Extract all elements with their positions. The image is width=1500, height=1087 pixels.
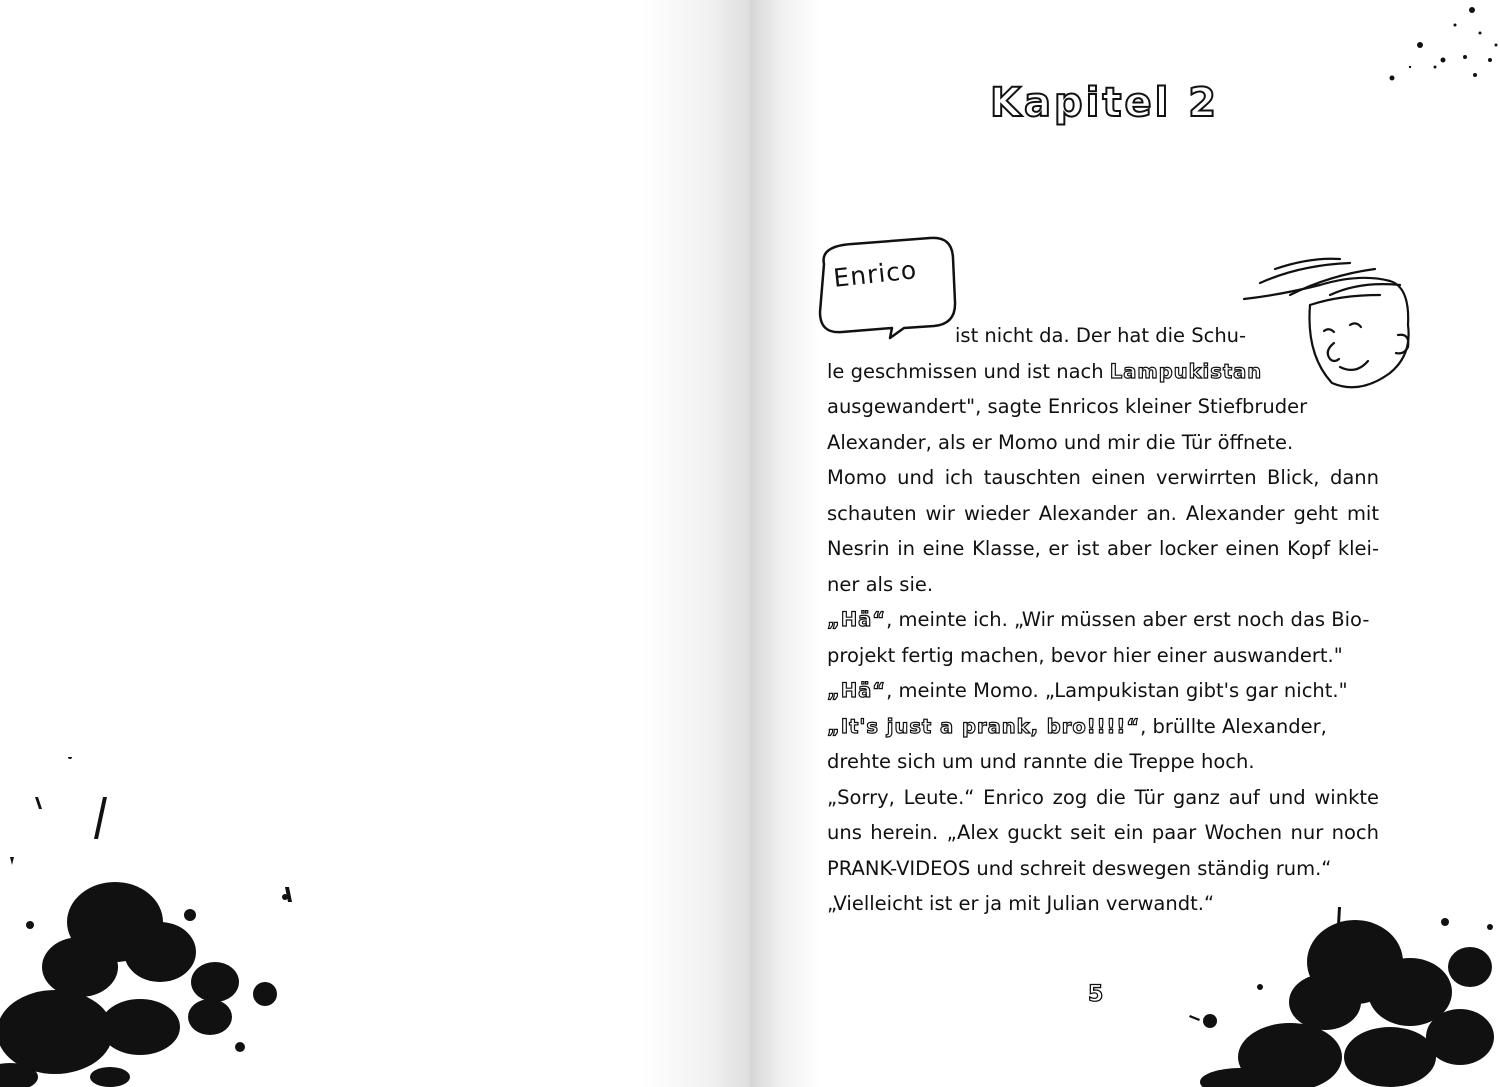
story-line: „Hä“, meinte Momo. „Lampukistan gibt's gar nicht." bbox=[827, 679, 1348, 702]
story-text bbox=[827, 318, 1379, 922]
story-line: „Hä“, meinte ich. „Wir müssen aber erst noch das Bio- bbox=[827, 608, 1370, 631]
story-line: drehte sich um und rannte die Treppe hoch. bbox=[827, 750, 1255, 773]
story-line: ner als sie. bbox=[827, 572, 934, 596]
ink-speckles-top bbox=[1380, 5, 1500, 85]
emphasized-phrase: „It's just a prank, bro!!!!“ bbox=[827, 714, 1141, 738]
emphasized-word: „Hä“ bbox=[827, 679, 887, 702]
story-line: uns herein. „Alex guckt seit ein paar Wochen nur noch bbox=[827, 821, 1379, 844]
speech-bubble-name: Enrico bbox=[832, 255, 919, 293]
emphasized-word: Lampukistan bbox=[1109, 359, 1263, 383]
story-line: ist nicht da. Der hat die Schu- bbox=[955, 324, 1247, 347]
story-line: PRANK-VIDEOS und schreit deswegen ständig rum.“ bbox=[827, 856, 1332, 880]
page-number: 5 bbox=[1088, 982, 1104, 1007]
story-line: Nesrin in eine Klasse, er ist aber locker einen Kopf klei- bbox=[827, 537, 1379, 560]
story-line: schauten wir wieder Alexander an. Alexander geht mit bbox=[827, 501, 1379, 525]
story-line: „It's just a prank, bro!!!!“, brüllte Alexander, bbox=[827, 714, 1327, 738]
ink-splatter-right bbox=[1170, 907, 1500, 1087]
ink-splatter-left bbox=[0, 757, 320, 1087]
story-line: projekt fertig machen, bevor hier einer auswandert." bbox=[827, 643, 1343, 667]
story-line: „Sorry, Leute.“ Enrico zog die Tür ganz auf und winkte bbox=[827, 785, 1379, 809]
story-line: ausgewandert", sagte Enricos kleiner Stiefbruder bbox=[827, 395, 1308, 418]
emphasized-word: „Hä“ bbox=[827, 608, 887, 631]
gutter-shadow-left bbox=[640, 0, 750, 1087]
story-line: „Vielleicht ist er ja mit Julian verwandt.“ bbox=[827, 892, 1215, 915]
gutter-shadow-right bbox=[750, 0, 820, 1087]
chapter-title: Kapitel 2 bbox=[990, 80, 1220, 126]
story-line: Momo und ich tauschten einen verwirrten Blick, dann bbox=[827, 466, 1379, 489]
story-line: Alexander, als er Momo und mir die Tür öffnete. bbox=[827, 430, 1294, 454]
story-line: le geschmissen und ist nach Lampukistan bbox=[827, 359, 1263, 383]
